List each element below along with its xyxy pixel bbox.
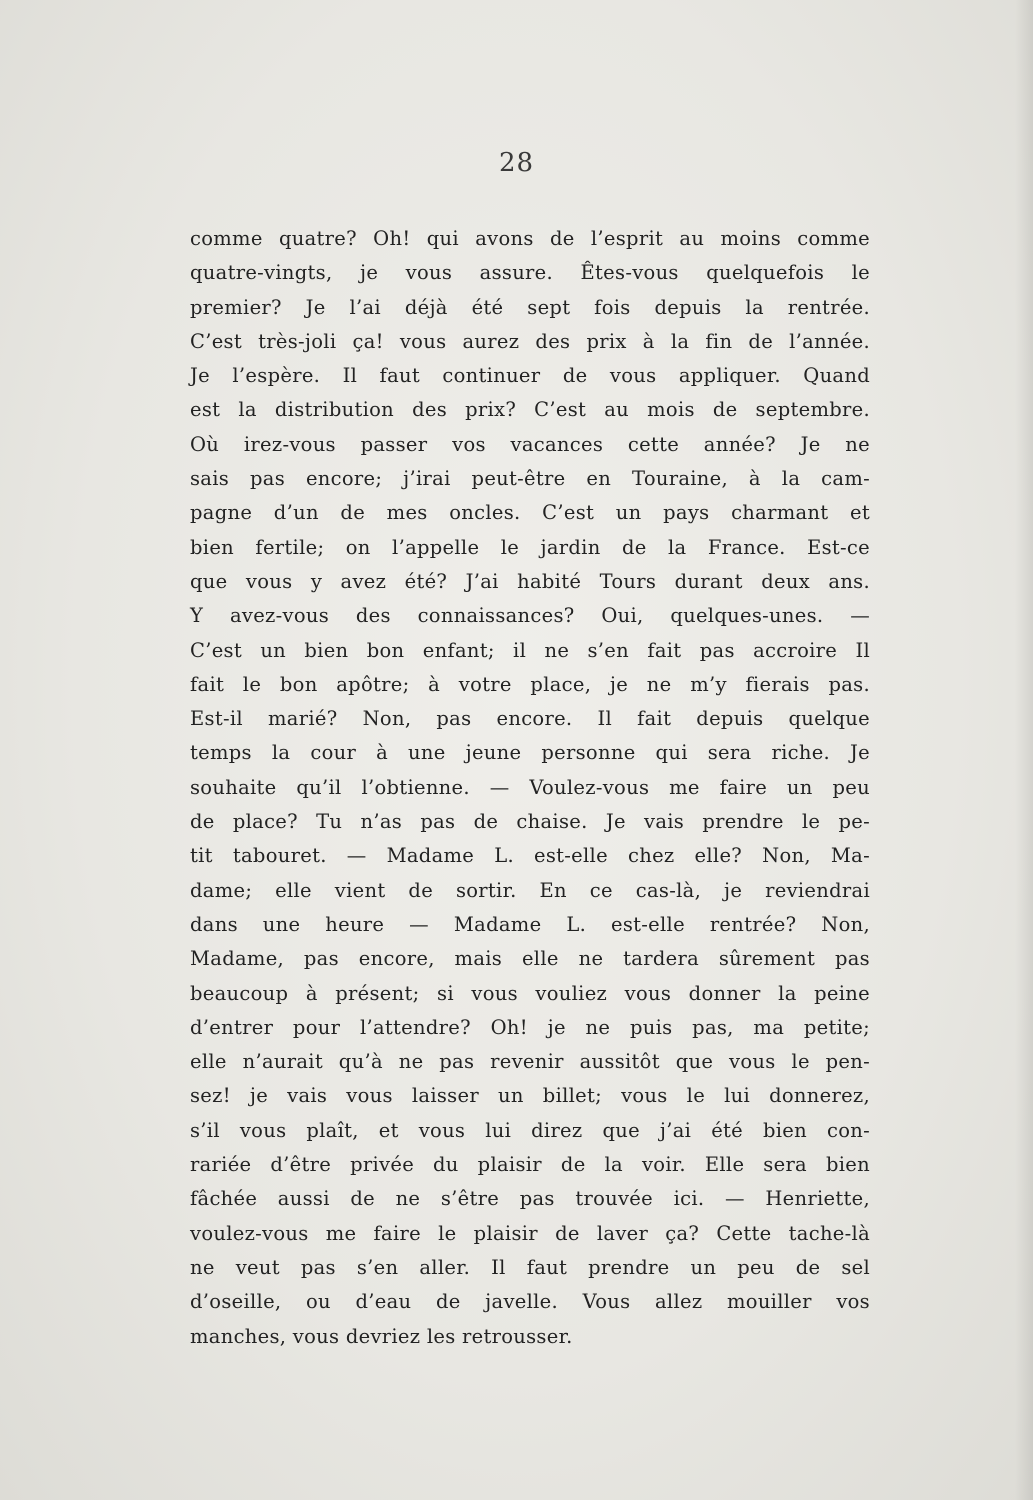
text-line: comme quatre? Oh! qui avons de l’esprit au moins comme	[190, 227, 870, 250]
text-line: temps la cour à une jeune personne qui sera riche. Je	[190, 741, 870, 765]
text-line: Est-il marié? Non, pas encore. Il fait depuis quelque	[190, 707, 870, 731]
text-line: ne veut pas s’en aller. Il faut prendre un peu de sel	[190, 1255, 870, 1279]
text-line: beaucoup à présent; si vous vouliez vous donner la peine	[190, 981, 870, 1005]
body-text	[190, 222, 870, 1354]
text-line: rariée d’être privée du plaisir de la voir. Elle sera bien	[190, 1153, 870, 1177]
text-line: sais pas encore; j’irai peut-être en Touraine, à la cam-	[190, 467, 870, 491]
text-line: voulez-vous me faire le plaisir de laver ça? Cette tache-là	[190, 1221, 870, 1245]
text-line: que vous y avez été? J’ai habité Tours durant deux ans.	[190, 569, 870, 593]
text-line: fâchée aussi de ne s’être pas trouvée ici. — Henriette,	[190, 1187, 870, 1211]
page-edge-shadow	[1015, 0, 1033, 1500]
text-line: s’il vous plaît, et vous lui direz que j’ai été bien con-	[190, 1118, 870, 1142]
text-line: premier? Je l’ai déjà été sept fois depuis la rentrée.	[190, 295, 870, 319]
text-line: C’est très-joli ça! vous aurez des prix à la fin de l’année.	[190, 329, 870, 353]
text-line: est la distribution des prix? C’est au mois de septembre.	[190, 398, 870, 422]
text-line: Je l’espère. Il faut continuer de vous appliquer. Quand	[190, 364, 870, 388]
text-line: elle n’aurait qu’à ne pas revenir aussitôt que vous le pen-	[190, 1050, 870, 1074]
text-line: bien fertile; on l’appelle le jardin de la France. Est-ce	[190, 535, 870, 559]
text-line: Y avez-vous des connaissances? Oui, quelques-unes. —	[190, 604, 870, 628]
text-line: dans une heure — Madame L. est-elle rentrée? Non,	[190, 912, 870, 936]
text-line: fait le bon apôtre; à votre place, je ne m’y fierais pas.	[190, 672, 870, 696]
text-line: Madame, pas encore, mais elle ne tardera sûrement pas	[190, 947, 870, 971]
text-line: tit tabouret. — Madame L. est-elle chez elle? Non, Ma-	[190, 844, 870, 868]
text-line: pagne d’un de mes oncles. C’est un pays charmant et	[190, 501, 870, 525]
text-line: souhaite qu’il l’obtienne. — Voulez-vous me faire un peu	[190, 775, 870, 799]
text-line: d’entrer pour l’attendre? Oh! je ne puis pas, ma petite;	[190, 1015, 870, 1039]
text-line: dame; elle vient de sortir. En ce cas-là, je reviendrai	[190, 878, 870, 902]
text-line-last: manches, vous devriez les retrousser.	[190, 1324, 573, 1348]
text-line: quatre-vingts, je vous assure. Êtes-vous quelquefois le	[190, 261, 870, 285]
text-line: sez! je vais vous laisser un billet; vous le lui donnerez,	[190, 1084, 870, 1108]
page-number: 28	[498, 148, 535, 178]
text-line: d’oseille, ou d’eau de javelle. Vous allez mouiller vos	[190, 1290, 870, 1314]
text-line: de place? Tu n’as pas de chaise. Je vais prendre le pe-	[190, 810, 870, 834]
text-line: C’est un bien bon enfant; il ne s’en fait pas accroire Il	[190, 638, 870, 662]
text-line: Où irez-vous passer vos vacances cette année? Je ne	[190, 432, 870, 456]
